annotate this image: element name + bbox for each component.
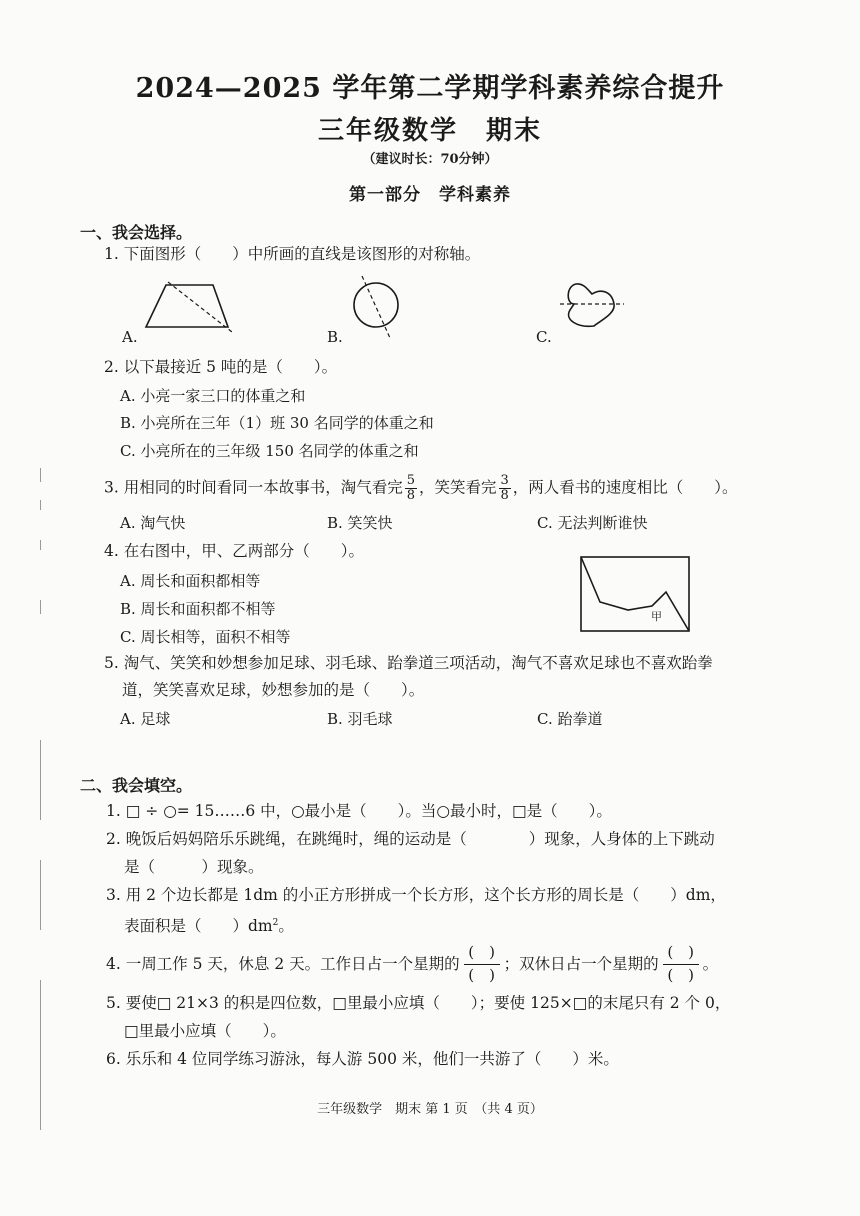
- s1-q4-option-c: C. 周长相等，面积不相等: [120, 628, 291, 646]
- s2-q4: [106, 944, 718, 986]
- s1-q5-option-b: B. 羽毛球: [327, 710, 393, 728]
- s1-q1-option-c: C.: [536, 328, 552, 346]
- s1-q5-option-a: A. 足球: [120, 710, 171, 728]
- blank-denominator: ( ): [667, 966, 695, 984]
- s1-q4-option-b: B. 周长和面积都不相等: [120, 600, 276, 618]
- margin-mark: [40, 540, 41, 550]
- s2-q3-line1: 3. 用 2 个边长都是 1dm 的小正方形拼成一个长方形，这个长方形的周长是（ ）dm，: [106, 886, 726, 904]
- fraction-denominator: 8: [406, 488, 415, 503]
- blank-fraction[interactable]: [462, 944, 502, 986]
- s1-q2-option-c: C. 小亮所在的三年级 150 名同学的体重之和: [120, 442, 419, 460]
- s1-q2-stem: 2. 以下最接近 5 吨的是（ ）。: [104, 358, 338, 376]
- s1-q5-option-c: C. 跆拳道: [537, 710, 603, 728]
- s1-q2-option-a: A. 小亮一家三口的体重之和: [120, 387, 306, 405]
- section1-heading: 一、我会选择。: [80, 223, 193, 242]
- part-heading: 第一部分 学科素养: [349, 185, 511, 205]
- s1-q3-stem: [104, 474, 738, 503]
- blank-fraction[interactable]: [661, 944, 701, 986]
- s1-q3-option-c: C. 无法判断谁快: [537, 514, 648, 532]
- blank-numerator: ( ): [667, 943, 695, 961]
- fraction-numerator: 5: [406, 473, 415, 488]
- s1-q5-line1: 5. 淘气、笑笑和妙想参加足球、羽毛球、跆拳道三项活动，淘气不喜欢足球也不喜欢跆拳: [104, 654, 713, 672]
- s2-q3-line2-end: 。: [278, 917, 294, 936]
- s2-q4-part1: 4. 一周工作 5 天，休息 2 天。工作日占一个星期的: [106, 955, 460, 973]
- s2-q2-line1: 2. 晚饭后妈妈陪乐乐跳绳，在跳绳时，绳的运动是（ ）现象，人身体的上下跳动: [106, 830, 715, 848]
- rectangle-split-figure: [580, 556, 692, 634]
- s1-q2-option-b: B. 小亮所在三年（1）班 30 名同学的体重之和: [120, 414, 434, 432]
- margin-mark: [40, 740, 41, 820]
- s1-q3-part1: 3. 用相同的时间看同一本故事书，淘气看完: [104, 478, 403, 497]
- fraction-3-8: [499, 474, 511, 503]
- s2-q3-line2-text: 表面积是（ ）dm: [124, 917, 273, 936]
- s2-q5-line1: 5. 要使□ 21×3 的积是四位数，□里最小应填（ ）；要使 125×□的末尾只有 2 个 0，: [106, 994, 731, 1012]
- fraction-denominator: 8: [500, 488, 509, 503]
- s2-q4-part3: 。: [702, 955, 719, 973]
- s1-q1-option-b: B.: [327, 328, 343, 346]
- s2-q3-line2: [124, 912, 294, 937]
- exam-title: 2024—2025 学年第二学期学科素养综合提升: [135, 73, 725, 104]
- figure-label-jia: 甲: [651, 610, 662, 623]
- s1-q1-stem: 1. 下面图形（ ）中所画的直线是该图形的对称轴。: [104, 245, 481, 263]
- fraction-5-8: [405, 474, 417, 503]
- s1-q4-option-a: A. 周长和面积都相等: [120, 572, 261, 590]
- fraction-bar: [464, 964, 500, 965]
- margin-mark: [40, 500, 41, 510]
- s2-q2-line2: 是（ ）现象。: [124, 858, 264, 876]
- s1-q1-option-a: A.: [122, 328, 138, 346]
- page-footer: 三年级数学 期末 第 1 页 （共 4 页）: [317, 1102, 543, 1117]
- s1-q3-part3: ，两人看书的速度相比（ ）。: [512, 478, 738, 497]
- fraction-numerator: 3: [500, 473, 509, 488]
- section2-heading: 二、我会填空。: [80, 776, 193, 795]
- superscript-2: 2: [272, 918, 279, 928]
- circle-figure: [344, 272, 414, 352]
- margin-mark: [40, 468, 41, 482]
- heart-figure: [558, 280, 628, 335]
- s2-q4-part2: ；双休日占一个星期的: [503, 955, 659, 973]
- margin-mark: [40, 860, 41, 930]
- s1-q3-option-a: A. 淘气快: [120, 514, 186, 532]
- blank-numerator: ( ): [468, 943, 496, 961]
- fraction-bar: [663, 964, 699, 965]
- blank-denominator: ( ): [468, 966, 496, 984]
- s2-q5-line2: □里最小应填（ ）。: [124, 1022, 286, 1040]
- s1-q5-line2: 道，笑笑喜欢足球，妙想参加的是（ ）。: [122, 681, 425, 699]
- s2-q1: 1. □ ÷ ○= 15……6 中，○最小是（ ）。当○最小时，□是（ ）。: [106, 802, 612, 820]
- exam-subtitle: 三年级数学 期末: [317, 116, 542, 146]
- s2-q6: 6. 乐乐和 4 位同学练习游泳，每人游 500 米，他们一共游了（ ）米。: [106, 1050, 619, 1068]
- margin-mark: [40, 600, 41, 614]
- s1-q4-stem: 4. 在右图中，甲、乙两部分（ ）。: [104, 542, 364, 560]
- exam-duration: （建议时长：70分钟）: [362, 152, 498, 167]
- s1-q3-option-b: B. 笑笑快: [327, 514, 393, 532]
- s1-q3-part2: ，笑笑看完: [419, 478, 497, 497]
- trapezoid-figure: [140, 282, 240, 337]
